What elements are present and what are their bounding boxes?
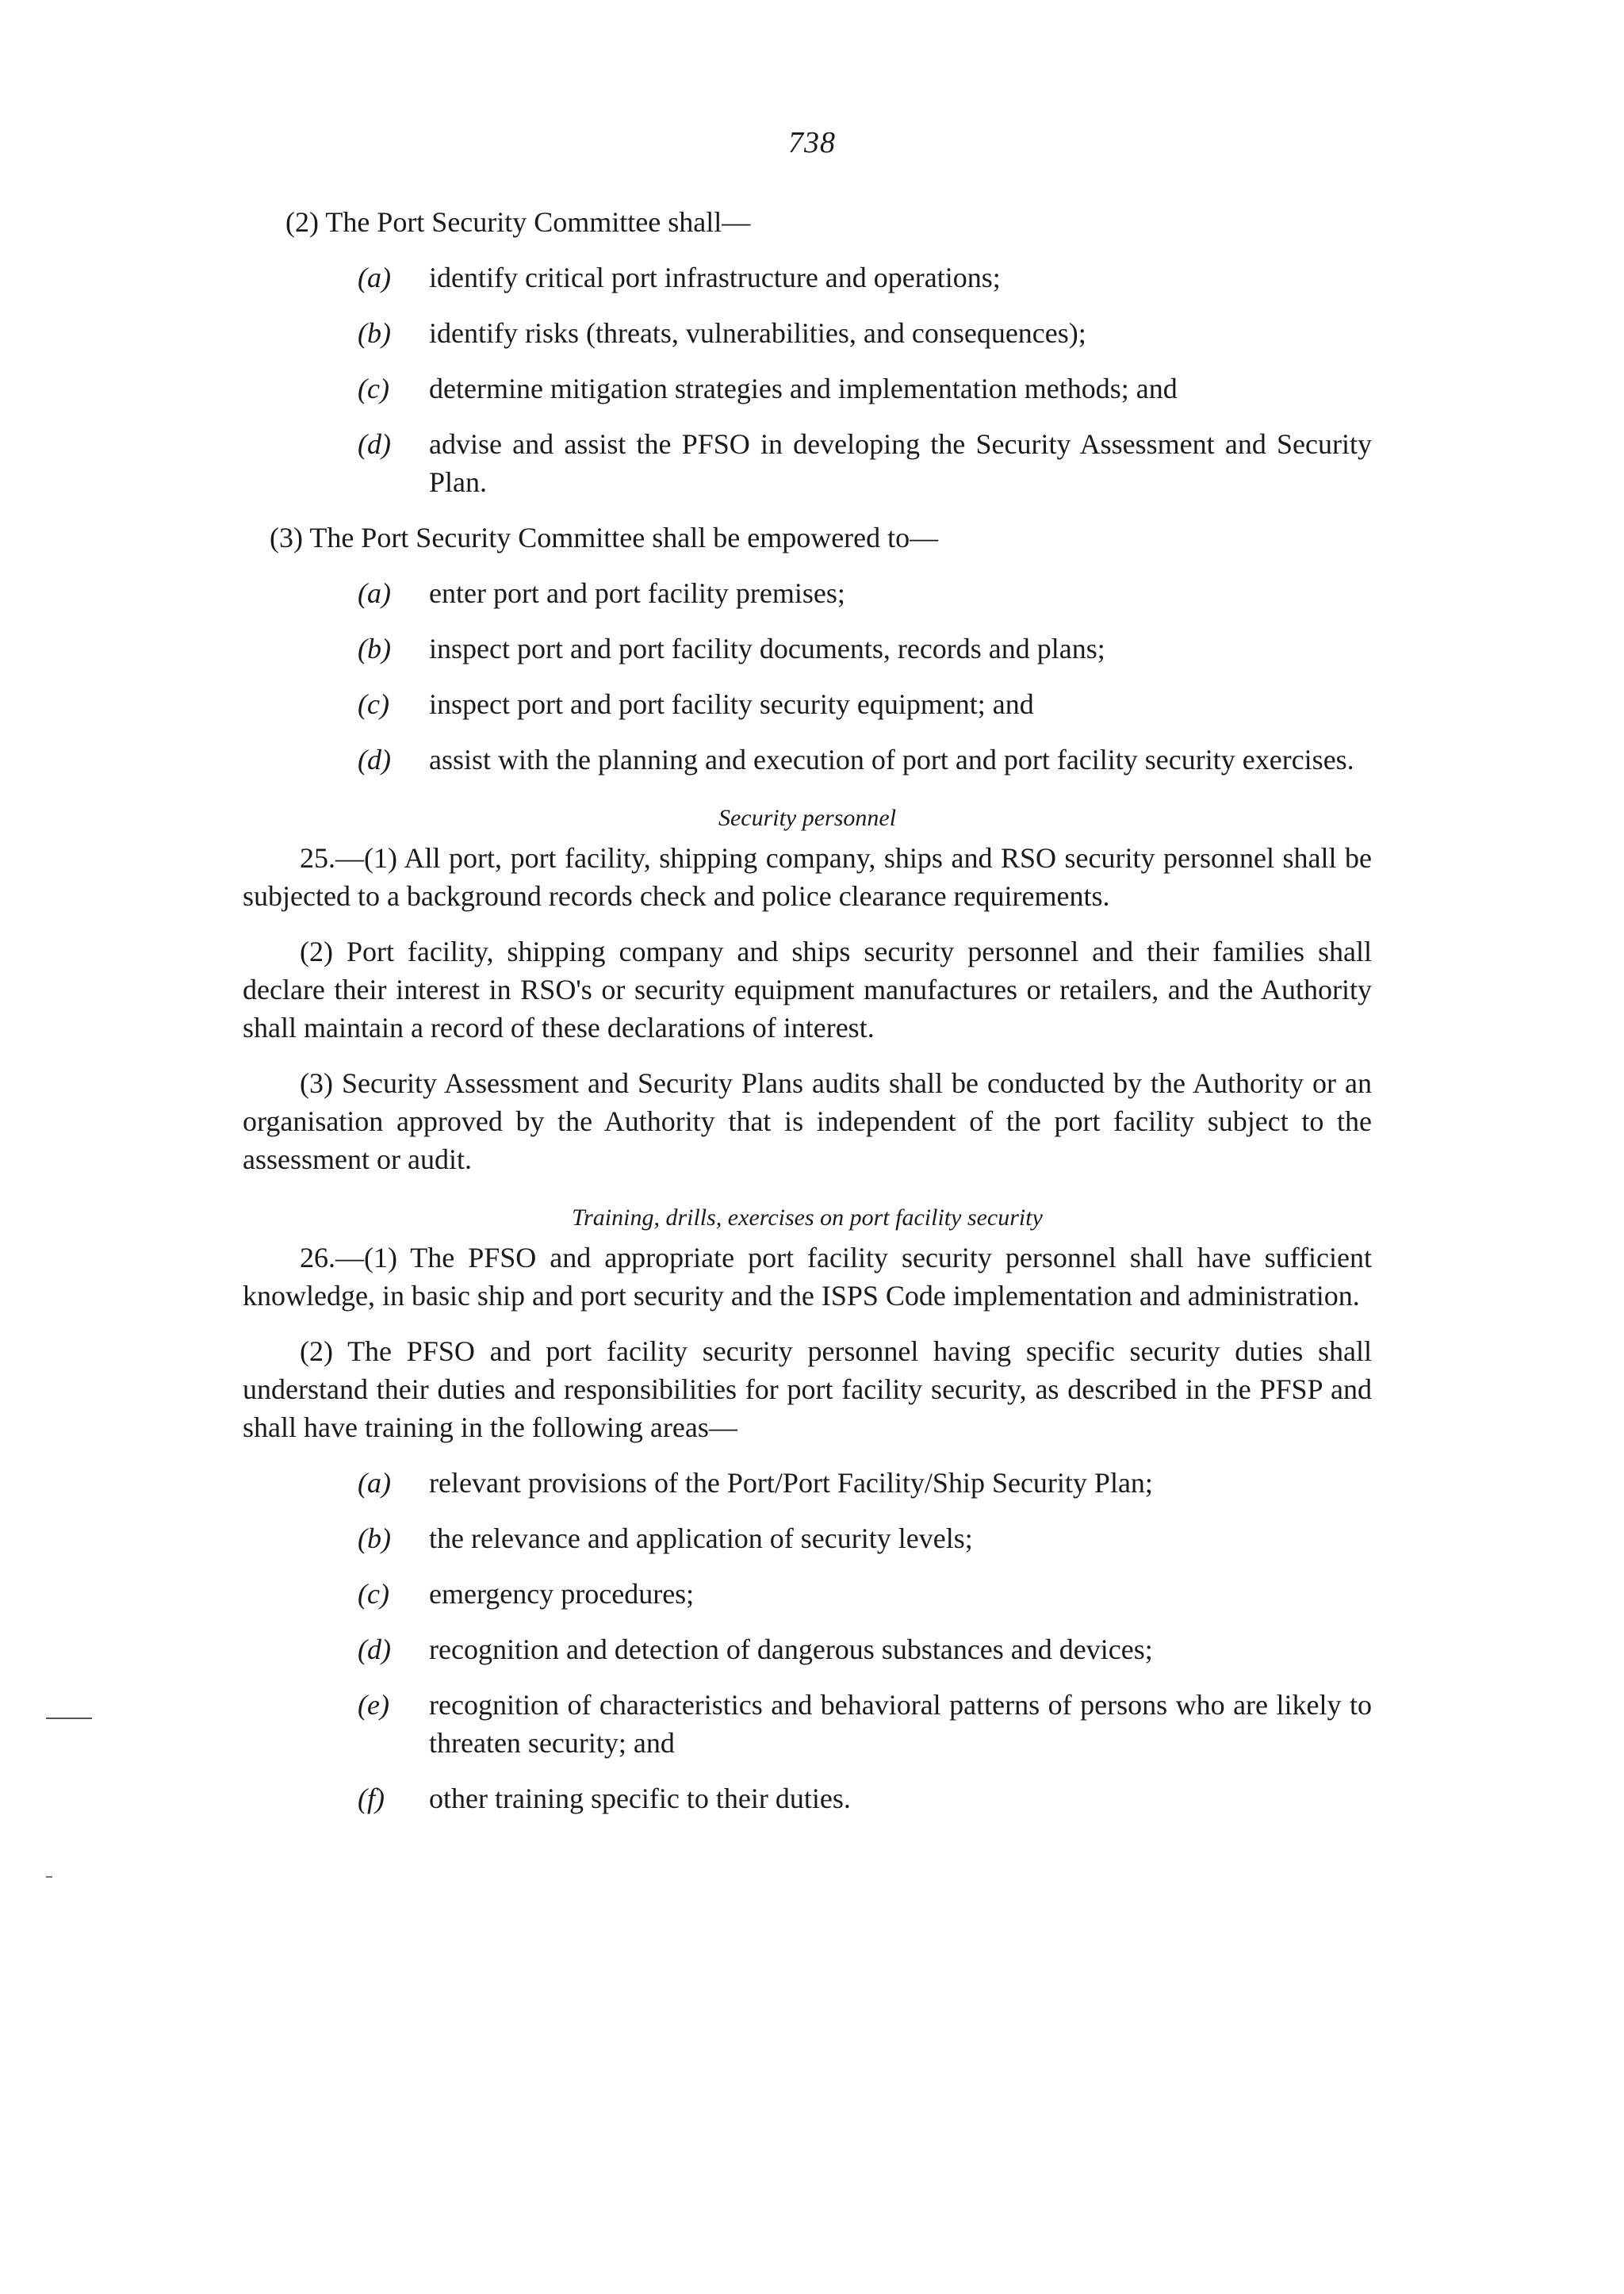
item-label: (b) [358, 633, 391, 664]
clause-3-intro: (3) The Port Security Committee shall be empowered to— [270, 522, 939, 553]
item-label: (d) [358, 744, 391, 776]
scan-artifact-line [46, 1718, 92, 1719]
list-item [243, 1464, 1372, 1502]
list-item [243, 370, 1372, 408]
clause-2-intro: (2) The Port Security Committee shall— [285, 206, 751, 238]
section-26-para-1: 26.—(1) The PFSO and appropriate port facility security personnel shall have sufficient knowledge, in basic ship and port security and the ISPS Code implementation and administration. [243, 1242, 1372, 1312]
list-item [243, 1686, 1372, 1762]
list-item [243, 314, 1372, 352]
section-25-heading: Security personnel [718, 805, 897, 831]
list-item [243, 1779, 1372, 1817]
item-text: other training specific to their duties. [429, 1783, 851, 1814]
list-item [243, 425, 1372, 501]
item-text: enter port and port facility premises; [429, 577, 845, 609]
list-item [243, 574, 1372, 612]
item-text: identify risks (threats, vulnerabilities, and consequences); [429, 317, 1086, 349]
item-text: identify critical port infrastructure and operations; [429, 262, 1001, 293]
list-item [243, 630, 1372, 668]
item-label: (a) [358, 262, 391, 293]
item-text: recognition of characteristics and behavioral patterns of persons who are likely to threaten security; and [429, 1689, 1372, 1759]
section-25-para-3: (3) Security Assessment and Security Plans audits shall be conducted by the Authority or an organisation approved by the Authority that is independent of the port facility subject to the assessment or audit. [243, 1067, 1372, 1175]
page-number: 738 [788, 126, 836, 159]
item-label: (c) [358, 1578, 389, 1610]
list-item [243, 259, 1372, 297]
section-26-heading: Training, drills, exercises on port facility security [572, 1204, 1043, 1231]
item-label: (b) [358, 1522, 391, 1554]
item-text: emergency procedures; [429, 1578, 695, 1610]
item-text: assist with the planning and execution of port and port facility security exercises. [429, 744, 1354, 776]
scan-artifact-dash [46, 1876, 52, 1878]
section-26-para-2: (2) The PFSO and port facility security personnel having specific security duties shall understand their duties and responsibilities for port facility security, as described in the PFSP and shall have training in the following areas— [243, 1335, 1372, 1443]
item-label: (e) [358, 1689, 389, 1721]
item-text: determine mitigation strategies and implementation methods; and [429, 373, 1178, 404]
item-label: (d) [358, 428, 391, 460]
section-25-para-1: 25.—(1) All port, port facility, shipping company, ships and RSO security personnel shall be subjected to a background records check and police clearance requirements. [243, 842, 1372, 912]
item-text: inspect port and port facility security equipment; and [429, 688, 1034, 720]
item-text: the relevance and application of security levels; [429, 1522, 973, 1554]
clause-2-list [243, 259, 1372, 501]
clause-3-list [243, 574, 1372, 779]
page-content [243, 203, 1372, 1835]
item-label: (a) [358, 577, 391, 609]
list-item [243, 1519, 1372, 1557]
list-item [243, 1630, 1372, 1668]
item-label: (c) [358, 373, 389, 404]
item-text: relevant provisions of the Port/Port Facility/Ship Security Plan; [429, 1467, 1153, 1499]
list-item [243, 685, 1372, 723]
list-item [243, 741, 1372, 779]
item-label: (b) [358, 317, 391, 349]
section-26-list [243, 1464, 1372, 1817]
item-text: advise and assist the PFSO in developing the Security Assessment and Security Plan. [429, 428, 1372, 498]
item-label: (d) [358, 1633, 391, 1665]
item-label: (a) [358, 1467, 391, 1499]
item-label: (f) [358, 1783, 385, 1814]
item-text: inspect port and port facility documents, records and plans; [429, 633, 1105, 664]
item-text: recognition and detection of dangerous substances and devices; [429, 1633, 1153, 1665]
section-25-para-2: (2) Port facility, shipping company and ships security personnel and their families shall declare their interest in RSO's or security equipment manufactures or retailers, and the Authority shall maintain a record of these declarations of interest. [243, 936, 1372, 1044]
item-label: (c) [358, 688, 389, 720]
list-item [243, 1575, 1372, 1613]
